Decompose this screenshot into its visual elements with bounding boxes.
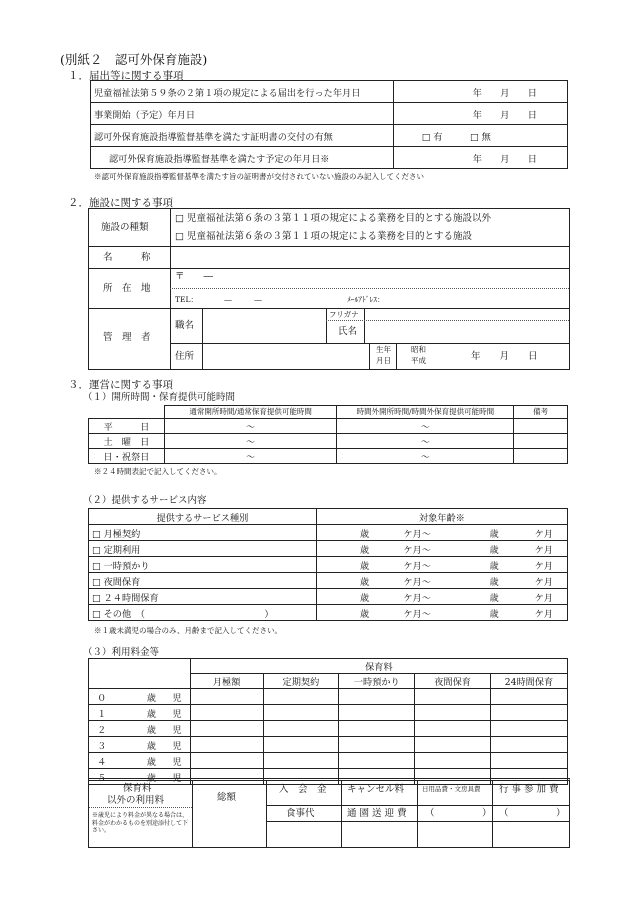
sub1-heading: （１）開所時間・保育提供可能時間 xyxy=(83,392,236,403)
hours-header: 時間外開所時間/時間外保育提供可能時間 xyxy=(337,406,514,419)
hours-cell[interactable]: 〜 xyxy=(337,434,514,449)
service-row[interactable]: □ ２４時間保育 xyxy=(89,589,317,605)
s1-row-value[interactable]: 年 月 日 xyxy=(393,81,567,103)
section3-heading: ３．運営に関する事項 xyxy=(68,379,173,391)
section1-table xyxy=(90,80,568,169)
other-label-1: 保育料 xyxy=(123,783,152,794)
s1-row-label: 認可外保育施設指導監督基準を満たす証明書の交付の有無 xyxy=(91,125,394,147)
other-col-header: 日用品費・文房具費 xyxy=(422,785,481,793)
other-custom-field[interactable]: （ ） xyxy=(499,808,566,819)
service-table: 提供するサービス種別 対象年齢※ □ 月極契約 歳 ケ月〜 歳 ケ月 □ 定期利用 歳 ケ月〜 歳 ケ月 □ 一時預かり 歳 ケ月〜 歳 ケ月 □ 夜間保育 歳 ケ月〜 歳 ケ月 □ ２４時間保育 歳 ケ月〜 歳 ケ月 □ その他 （ ） 歳 ケ月〜 歳 ケ月 xyxy=(88,508,568,621)
s1-row-label: 事業開始（予定）年月日 xyxy=(91,103,394,125)
age-header: 対象年齢※ xyxy=(316,509,567,525)
section1-heading: １．届出等に関する事項 xyxy=(68,70,184,82)
section2-table xyxy=(88,208,570,370)
birth-label-1: 生年 xyxy=(376,345,391,354)
hours-cell[interactable]: 〜 xyxy=(164,449,337,464)
form-title: (別紙２ 認可外保育施設) xyxy=(60,52,208,67)
s1-row-value[interactable]: 年 月 日 xyxy=(393,147,567,169)
note-24h: ※２４時間表記で記入してください。 xyxy=(94,467,222,476)
era-showa[interactable]: 昭和 xyxy=(411,345,426,354)
fee-col-header: 定期契約 xyxy=(263,674,339,689)
era-heisei[interactable]: 平成 xyxy=(411,356,426,365)
hours-cell[interactable]: 〜 xyxy=(164,419,337,434)
other-col-header: 通 園 送 迎 費 xyxy=(347,808,407,819)
hours-header: 備考 xyxy=(514,406,568,419)
other-custom-field[interactable]: （ ） xyxy=(425,808,492,819)
hours-row-label: 日・祝祭日 xyxy=(89,449,165,464)
hours-table xyxy=(88,405,568,464)
birth-date-value[interactable]: 年 月 日 xyxy=(471,351,538,362)
furigana-label: フリガナ xyxy=(329,310,359,319)
facility-name-field[interactable] xyxy=(171,247,568,268)
facility-type-label: 施設の種類 xyxy=(101,222,149,233)
email-field[interactable]: ﾒｰﾙｱﾄﾞﾚｽ： xyxy=(347,295,385,304)
facility-type-option-1[interactable]: □ 児童福祉法第６条の３第１１項の規定による業務を目的とする施設以外 xyxy=(175,213,491,224)
fee-col-header: 一時預かり xyxy=(339,674,415,689)
hours-remark-cell[interactable] xyxy=(514,434,568,449)
service-row[interactable]: □ 月極契約 xyxy=(89,525,317,541)
s1-row-label: 児童福祉法第５９条の２第１項の規定による届出を行った年月日 xyxy=(91,81,394,103)
s1-row-value[interactable]: 年 月 日 xyxy=(393,103,567,125)
section2-heading: ２．施設に関する事項 xyxy=(68,197,173,209)
other-col-header: キャンセル料 xyxy=(347,784,405,795)
hours-remark-cell[interactable] xyxy=(514,419,568,434)
fee-header: 保育料 xyxy=(190,659,567,674)
other-col-header: 食事代 xyxy=(286,808,315,819)
note-age: ※１歳未満児の場合のみ、月齢まで記入してください。 xyxy=(94,626,282,635)
hours-cell[interactable]: 〜 xyxy=(337,419,514,434)
hours-header: 通常開所時間/通常保育提供可能時間 xyxy=(164,406,337,419)
sub2-heading: （２）提供するサービス内容 xyxy=(83,495,207,506)
other-col-header: 行 事 参 加 費 xyxy=(499,784,559,795)
s1-note: ※認可外保育施設指導監督基準を満たす旨の証明書が交付されていない施設のみ記入してください xyxy=(94,172,424,181)
tel-field[interactable]: TEL： ― ― xyxy=(175,295,262,304)
service-row[interactable]: □ 夜間保育 xyxy=(89,573,317,589)
facility-type-option-2[interactable]: □ 児童福祉法第６条の３第１１項の規定による業務を目的とする施設 xyxy=(175,231,472,242)
service-row[interactable]: □ 定期利用 xyxy=(89,541,317,557)
s1-row-label: 認可外保育施設指導監督基準を満たす予定の年月日※ xyxy=(91,147,394,169)
other-note: ※歳児により料金が異なる場合は、料金がわかるものを別途添付して下さい。 xyxy=(92,812,189,834)
total-field[interactable] xyxy=(193,805,265,847)
hours-cell[interactable]: 〜 xyxy=(164,434,337,449)
manager-title-label: 職名 xyxy=(175,320,195,331)
manager-address-label: 住所 xyxy=(175,351,195,362)
other-col-header: 入 会 金 xyxy=(279,784,327,795)
service-row[interactable]: □ その他 （ ） xyxy=(89,605,317,621)
service-header: 提供するサービス種別 xyxy=(89,509,317,525)
manager-label: 管 理 者 xyxy=(103,332,151,343)
hours-remark-cell[interactable] xyxy=(514,449,568,464)
service-row[interactable]: □ 一時預かり xyxy=(89,557,317,573)
other-label-2: 以外の利用料 xyxy=(107,795,165,806)
fee-col-header: 夜間保育 xyxy=(415,674,491,689)
fee-col-header: 24時間保育 xyxy=(491,674,568,689)
birth-label-2: 月日 xyxy=(376,356,391,365)
sub3-heading: （３）利用料金等 xyxy=(83,647,160,658)
manager-name-label: 氏名 xyxy=(338,326,358,337)
hours-row-label: 平 日 xyxy=(89,419,165,434)
address-label: 所 在 地 xyxy=(103,283,151,294)
certificate-checkboxes[interactable]: □ 有 □ 無 xyxy=(393,125,567,147)
hours-cell[interactable]: 〜 xyxy=(337,449,514,464)
postal-field[interactable]: 〒 ― xyxy=(175,271,214,282)
hours-row-label: 土 曜 日 xyxy=(89,434,165,449)
total-label: 総額 xyxy=(217,792,237,803)
facility-name-label: 名 称 xyxy=(103,252,151,263)
other-fees-table xyxy=(88,778,570,848)
fee-col-header: 月極額 xyxy=(190,674,263,689)
fee-table: 保育料 月極額 定期契約 一時預かり 夜間保育 24時間保育 ０ 歳 児 １ 歳 児 ２ 歳 児 ３ 歳 児 ４ 歳 児 ５ 歳 児 xyxy=(88,658,568,785)
